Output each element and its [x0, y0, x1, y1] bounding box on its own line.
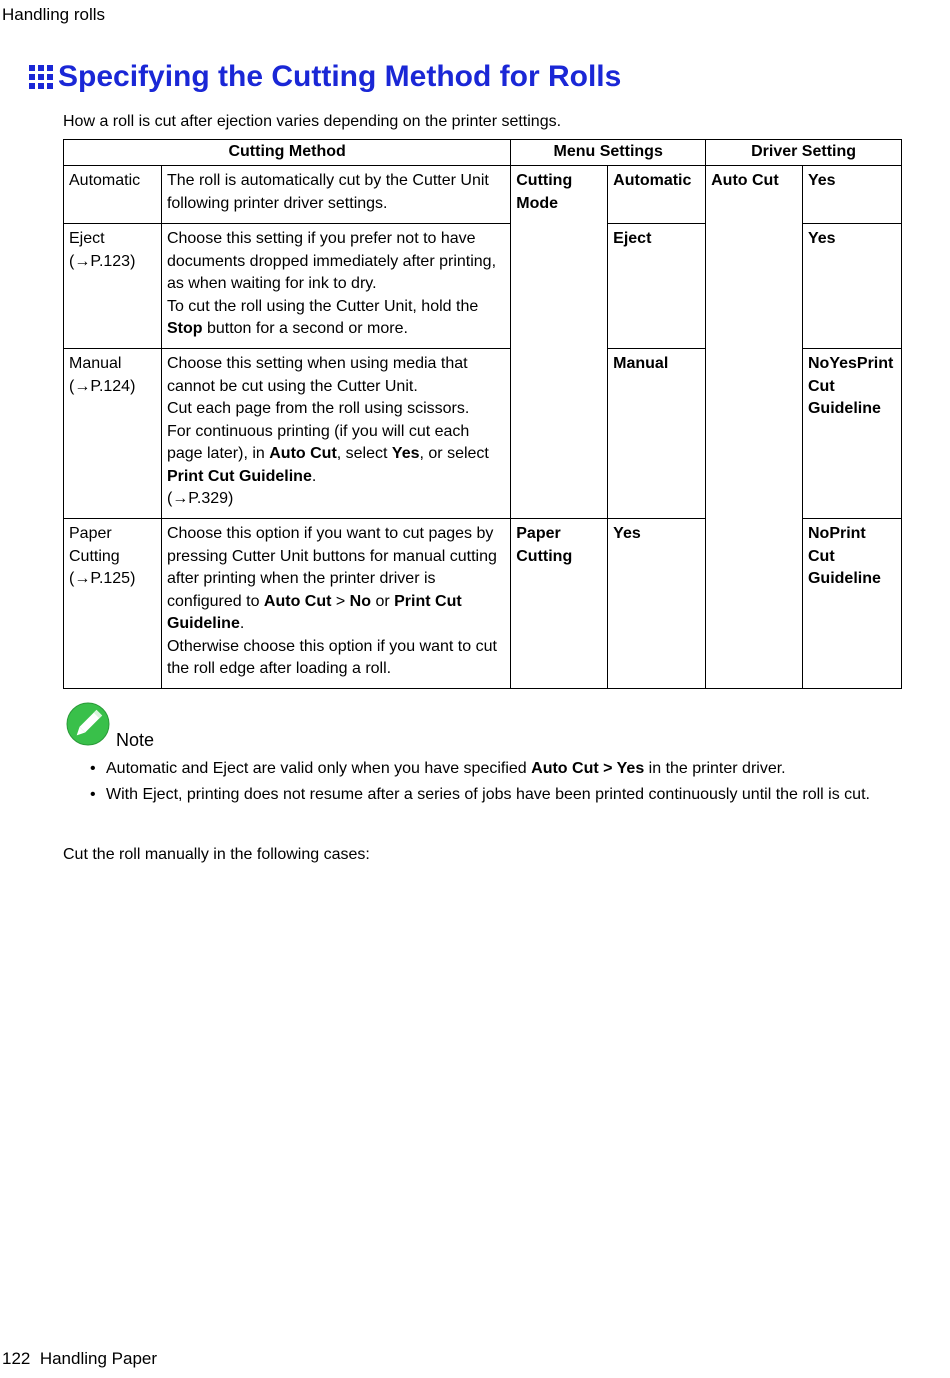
note-label: Note — [116, 730, 155, 750]
description-cell: Choose this setting when using media that cannot be cut using the Cutter Unit. Cut each page from the roll using scissors. For continuous printing (if you will cut each page later), in Auto Cut, select Yes, or select Print Cut Guideline. (→P.329) — [161, 349, 510, 519]
closing-text: Cut the roll manually in the following cases: — [63, 846, 370, 863]
bullet: • — [90, 786, 96, 803]
driver-value-cell: NoPrint Cut Guideline — [802, 519, 901, 689]
menu-group-cell: Paper Cutting — [511, 519, 608, 689]
table-row — [64, 166, 902, 224]
table-row — [64, 349, 902, 519]
menu-value-cell: Yes — [608, 519, 706, 689]
header-driver-setting: Driver Setting — [706, 140, 902, 166]
menu-value-cell: Eject — [608, 224, 706, 349]
table-row — [64, 224, 902, 349]
note-list — [90, 757, 880, 809]
page-number: 122 — [2, 1349, 31, 1368]
driver-value-cell: Yes — [802, 224, 901, 349]
list-item: • Automatic and Eject are valid only when you have specified Auto Cut > Yes in the printer driver. — [90, 757, 880, 781]
driver-name-cell — [706, 349, 803, 519]
page-title — [28, 60, 621, 94]
bullet: • — [90, 760, 96, 777]
list-item: • With Eject, printing does not resume after a series of jobs have been printed continuously until the roll is cut. — [90, 783, 880, 807]
description-cell: Choose this setting if you prefer not to have documents dropped immediately after printing, as when waiting for ink to dry. To cut the roll using the Cutter Unit, hold the Stop button for a second or more. — [161, 224, 510, 349]
page-footer — [2, 1349, 157, 1369]
running-head: Handling rolls — [2, 5, 105, 24]
method-cell: Paper Cutting (→P.125) — [64, 519, 162, 689]
driver-name-cell — [706, 224, 803, 349]
driver-name-cell: Auto Cut — [706, 166, 803, 224]
method-cell: Manual (→P.124) — [64, 349, 162, 519]
menu-group-cell: Cutting Mode — [511, 166, 608, 224]
grid-icon — [28, 64, 54, 90]
cutting-method-table — [63, 139, 902, 689]
table-header-row — [64, 140, 902, 166]
driver-value-cell: Yes — [802, 166, 901, 224]
page-title-text: Specifying the Cutting Method for Rolls — [58, 60, 622, 93]
header-cutting-method: Cutting Method — [64, 140, 511, 166]
table-row — [64, 519, 902, 689]
method-cell: Eject (→P.123) — [64, 224, 162, 349]
pencil-note-icon — [66, 702, 110, 746]
method-cell: Automatic — [64, 166, 162, 224]
driver-name-cell — [706, 519, 803, 689]
footer-section: Handling Paper — [39, 1349, 158, 1368]
menu-group-cell — [511, 224, 608, 349]
description-cell: Choose this option if you want to cut pages by pressing Cutter Unit buttons for manual cutting after printing when the printer driver is configured to Auto Cut > No or Print Cut Guideline. Otherwise choose this option if you want to cut the roll edge after loading a roll. — [161, 519, 510, 689]
menu-group-cell — [511, 349, 608, 519]
description-cell: The roll is automatically cut by the Cutter Unit following printer driver settings. — [161, 166, 510, 224]
header-menu-settings: Menu Settings — [511, 140, 706, 166]
driver-value-cell: NoYesPrint Cut Guideline — [802, 349, 901, 519]
menu-value-cell: Automatic — [608, 166, 706, 224]
intro-text: How a roll is cut after ejection varies depending on the printer settings. — [63, 113, 562, 130]
menu-value-cell: Manual — [608, 349, 706, 519]
